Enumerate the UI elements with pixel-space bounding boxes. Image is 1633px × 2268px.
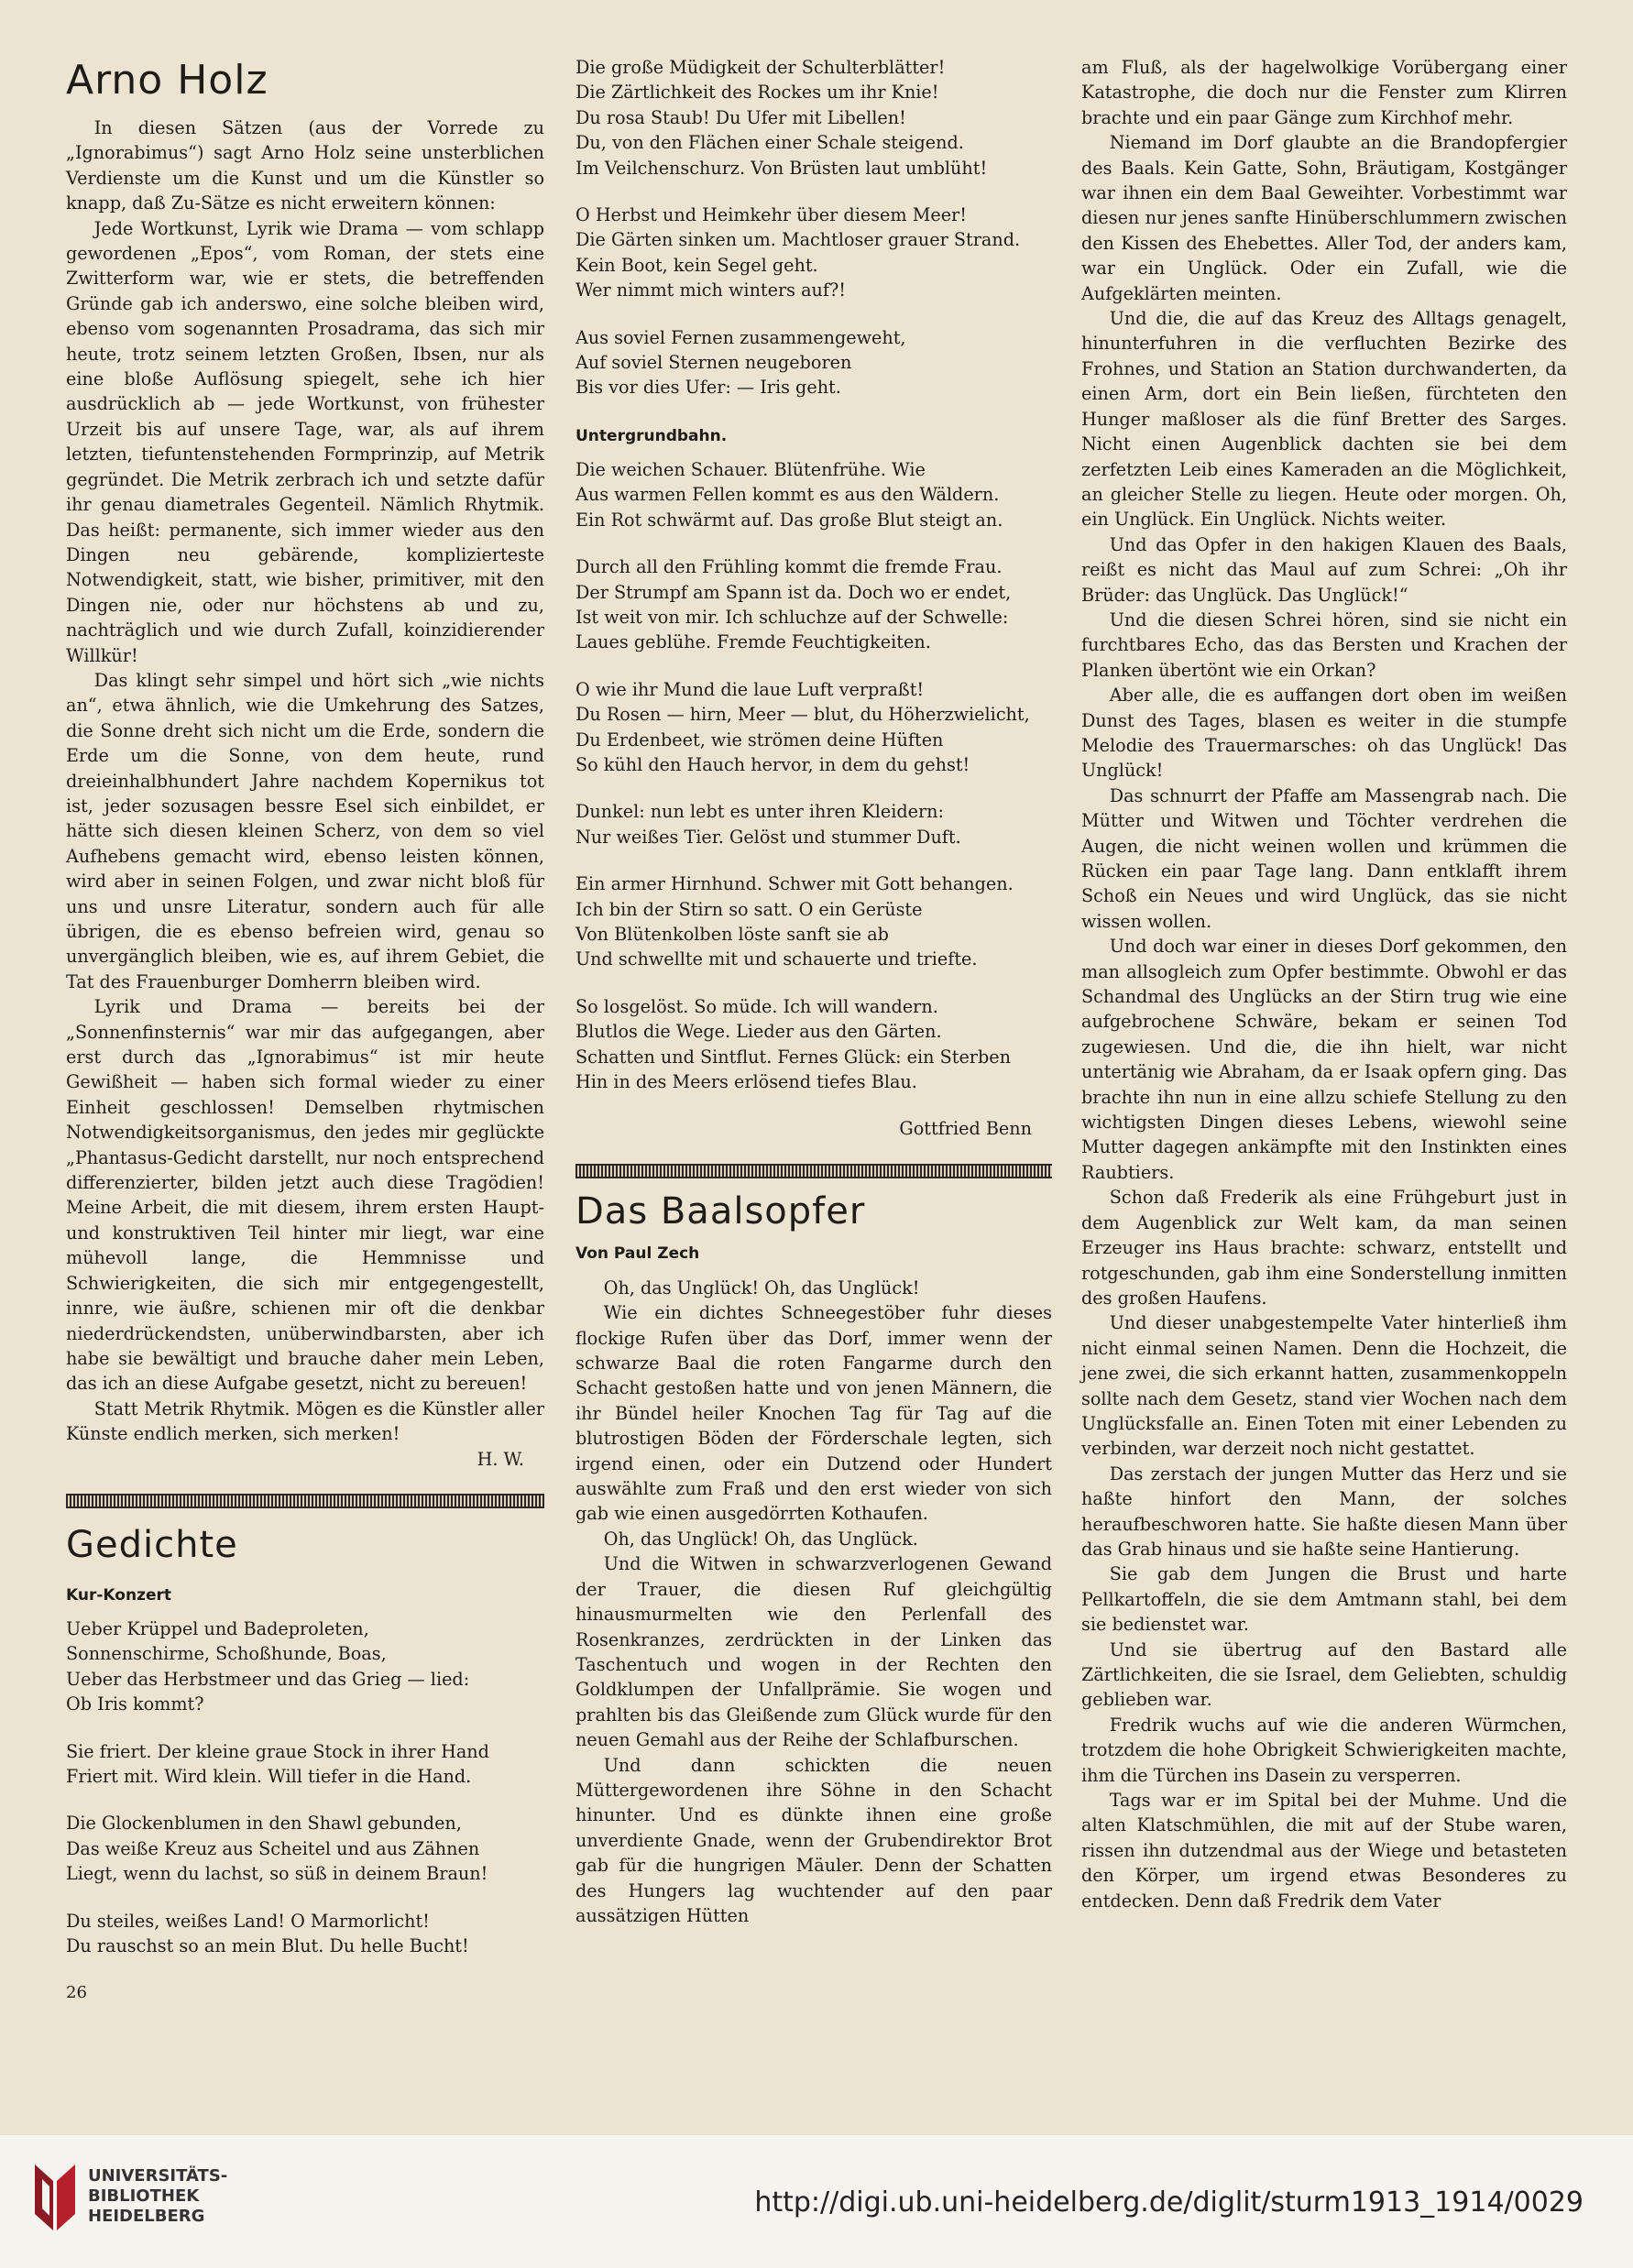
holz-paragraph: Lyrik und Drama — bereits bei der „Sonnenfinsternis“ war mir das aufgegangen, aber erst durch das „Ignorabimus“ ist mir heute Gewißheit — haben sich formal wieder zu einer Einheit geschlossen! Demselben rhytmischen Notwendigkeitsorganismus, den jedes mir geglückte „Phantasus-Gedicht darstellt, nur noch entsprechend differenzierter, bilden jetzt auch diese Tragödien! Meine Arbeit, die mit diesem, ihrem ersten Haupt- und konstruktiven Teil hinter mir liegt, war eine mühevoll lange, die Hemmnisse und Schwierigkeiten, die sich mir entgegengestellt, innre, wie äußre, schienen mir oft die denkbar niederdrückendsten, unüberwindbarsten, aber ich habe sie bewältigt und brauche daher mein Leben, das ich an diese Aufgabe gesetzt, nicht zu bereuen!	[66, 996, 544, 1395]
library-logo-icon	[29, 2161, 79, 2238]
poem-line: Dunkel: nun lebt es unter ihren Kleidern:	[575, 801, 944, 823]
poem-stanza	[575, 203, 1052, 303]
poem-stanza	[66, 1811, 544, 1886]
poem-line: Du, von den Flächen einer Schale steigend.	[575, 132, 964, 154]
poem-line: Wer nimmt mich winters auf?!	[575, 279, 847, 301]
article-title-baalsopfer: Das Baalsopfer	[575, 1189, 866, 1233]
poem-line: Du steiles, weißes Land! O Marmorlicht!	[66, 1910, 430, 1932]
poem-line: Nur weißes Tier. Gelöst und stummer Duft.	[575, 826, 961, 848]
baal-paragraph: Das schnurrt der Pfaffe am Massengrab nach. Die Mütter und Witwen und Töchter verdrehen die Augen, die nicht weinen wollen und krümmen die Rücken ein paar Tage lang. Dann entklafft ihrem Schoß ein Neues und wird Unglück, das sie nicht wissen wollen.	[1081, 784, 1567, 932]
column-middle	[575, 55, 1052, 1928]
poem-stanza	[575, 325, 1052, 400]
poem-stanza	[66, 1909, 544, 1959]
poem-line: Die große Müdigkeit der Schulterblätter!	[575, 57, 946, 78]
poem-stanza	[575, 554, 1052, 655]
logo-line: HEIDELBERG	[88, 2207, 205, 2226]
poem-line: Ein Rot schwärmt auf. Das große Blut steigt an.	[575, 509, 1003, 531]
poem-untergrundbahn	[575, 457, 1052, 1095]
baal-paragraph: Und das Opfer in den hakigen Klauen des Baals, reißt es nicht das Maul auf zum Schrei: „Oh ihr Brüder: das Unglück. Das Unglück!“	[1081, 533, 1567, 606]
poem-line: Ueber das Herbstmeer und das Grieg — lied:	[66, 1668, 470, 1690]
poem-line: So losgelöst. So müde. Ich will wandern.	[575, 995, 938, 1017]
baal-paragraph: am Fluß, als der hagelwolkige Vorübergang einer Katastrophe, die doch nur die Fenster zum Klirren brachte und ein paar Gänge zum Kirchhof mehr.	[1081, 57, 1567, 128]
baal-paragraph: Und die Witwen in schwarzverlogenen Gewand der Trauer, die diesen Ruf gleichgültig hinausmurmelten wie den Perlenfall des Rosenkranzes, zerdrückten in der Linken das Taschentuch und wogen in der Rechten den Goldklumpen der Unfallprämie. Sie wogen und prahlten bis das Gleißende zum Glück wurde für den neuen Gemahl aus der Reihe der Schlafburschen.	[575, 1553, 1052, 1751]
poem-stanza	[575, 994, 1052, 1095]
benn-signature: Gottfried Benn	[899, 1118, 1032, 1140]
baal-paragraph: Und sie übertrug auf den Bastard alle Zärtlichkeiten, die sie Israel, dem Geliebten, schuldig geblieben war.	[1081, 1638, 1567, 1711]
poem-stanza	[66, 1739, 544, 1790]
baal-paragraph: Oh, das Unglück! Oh, das Unglück!	[603, 1276, 920, 1298]
poem-line: Sonnenschirme, Schoßhunde, Boas,	[66, 1643, 387, 1665]
logo-line: UNIVERSITÄTS-	[88, 2166, 228, 2186]
library-logo-text	[88, 2166, 227, 2227]
baal-paragraph: Schon daß Frederik als eine Frühgeburt just in dem Augenblick zur Welt kam, da man seinen Erzeuger ins Haus brachte: schwarz, entstellt und rotgeschunden, gab ihm eine Sonderstellung inmitten des großen Haufens.	[1081, 1187, 1567, 1309]
poem-line: Ein armer Hirnhund. Schwer mit Gott behangen.	[575, 873, 1014, 895]
poem-kur-konzert	[66, 1616, 544, 1958]
poem-line: Von Blütenkolben löste sanft sie ab	[575, 923, 889, 945]
section-divider	[575, 1164, 1052, 1178]
poem-line: Aus soviel Fernen zusammengeweht,	[575, 326, 906, 348]
section-divider	[66, 1494, 544, 1508]
poem-line: Hin in des Meers erlösend tiefes Blau.	[575, 1071, 917, 1092]
baal-paragraph: Und dann schickten die neuen Müttergewordenen ihre Söhne in den Schacht hinunter. Und es dünkte ihnen eine große unverdiente Gnade, wenn der Grubendirektor Brot gab für die hungrigen Mäuler. Denn der Schatten des Hungers lag wuchtender auf den paar aussätzigen Hütten	[575, 1754, 1052, 1926]
poem-line: Blutlos die Wege. Lieder aus den Gärten.	[575, 1021, 942, 1043]
poem-line: Das weiße Kreuz aus Scheitel und aus Zähnen	[66, 1837, 480, 1859]
article-title-arno-holz: Arno Holz	[66, 57, 269, 104]
source-url-link[interactable]: http://digi.ub.uni-heidelberg.de/diglit/sturm1913_1914/0029	[754, 2186, 1584, 2219]
baal-paragraph: Sie gab dem Jungen die Brust und harte Pellkartoffeln, die sie dem Amtmann stahl, bei dem sie bedienstet war.	[1081, 1563, 1567, 1636]
poem-line: Auf soviel Sternen neugeboren	[575, 352, 852, 374]
poem-title-untergrundbahn: Untergrundbahn.	[575, 426, 728, 445]
poem-stanza	[66, 1616, 544, 1717]
poem-title-kur-konzert: Kur-Konzert	[66, 1585, 172, 1605]
baal-paragraph: Wie ein dichtes Schneegestöber fuhr dieses flockige Rufen über das Dorf, immer wenn der schwarze Baal die roten Fangarme durch den Schacht gestoßen hatte und von jenen Männern, die ihr Bündel heiler Knochen Tag für Tag auf die blutrostigen Böden der Förderschale legten, sich irgend einen, oder ein Dutzend oder Hundert auswählte zum Fraß und den erst wieder von sich gab wie einen ausgedörrten Kothaufen.	[575, 1302, 1052, 1525]
baal-paragraph: Das zerstach der jungen Mutter das Herz und sie haßte hinfort den Mann, der solches heraufbeschworen hatte. Sie haßte diesen Mann über das Grab hinaus und sie haßte seine Hantierung.	[1081, 1463, 1567, 1560]
baal-paragraph: Und dieser unabgestempelte Vater hinterließ ihm nicht einmal seinen Namen. Denn die Hochzeit, die jene zwei, die sich erkannt hatten, zusammenkoppeln sollte nach dem Gesetz, stand vier Wochen nach dem Unglücksfalle an. Einen Toten mit einer Lebenden zu verbinden, war derzeit noch nicht gestattet.	[1081, 1312, 1567, 1460]
poem-line: Im Veilchenschurz. Von Brüsten laut umblüht!	[575, 157, 988, 179]
holz-paragraph: Statt Metrik Rhytmik. Mögen es die Künstler aller Künste endlich merken, sich merken!	[66, 1397, 544, 1445]
section-title-gedichte: Gedichte	[66, 1523, 238, 1566]
poem-line: Aus warmen Fellen kommt es aus den Wäldern.	[575, 484, 1000, 506]
poem-line: Ueber Krüppel und Badeproleten,	[66, 1617, 369, 1639]
poem-line: Liegt, wenn du lachst, so süß in deinem Braun!	[66, 1863, 488, 1885]
baal-paragraph: Und doch war einer in dieses Dorf gekommen, den man allsogleich zum Opfer bestimmte. Obwohl er das Schandmal des Unglücks an der Stirn trug wie eine aufgebrochene Schwäre, bekam er seinen Tod zugewiesen. Und die, die ihn hielt, war nicht untertänig wie Abraham, da er Isaak opfern ging. Das brachte ihn nun in eine allzu schiefe Stellung zu den wichtigsten Dingen dieses Lebens, wiewohl seine Mutter dagegen ankämpfte mit den Instinkten eines Raubtiers.	[1081, 936, 1567, 1183]
poem-stanza	[575, 799, 1052, 849]
column-left	[66, 55, 544, 2006]
poem-line: Der Strumpf am Spann ist da. Doch wo er endet,	[575, 581, 1012, 603]
poem-stanza	[575, 457, 1052, 532]
poem-line: Durch all den Frühling kommt die fremde Frau.	[575, 556, 1003, 578]
poem-stanza	[575, 677, 1052, 778]
holz-paragraph: In diesen Sätzen (aus der Vorrede zu „Ignorabimus“) sagt Arno Holz seine unsterblichen Verdienste um die Kunst und um die Künstler so knapp, daß Zu-Sätze es nicht erweitern können:	[66, 117, 544, 214]
holz-signature: H. W.	[477, 1448, 524, 1470]
poem-line: So kühl den Hauch hervor, in dem du gehst!	[575, 753, 970, 775]
poem-line: Schatten und Sintflut. Fernes Glück: ein Sterben	[575, 1046, 1011, 1068]
poem-line: Die Gärten sinken um. Machtloser grauer Strand.	[575, 229, 1021, 251]
poem-stanza	[575, 871, 1052, 972]
poem-line: Du Erdenbeet, wie strömen deine Hüften	[575, 729, 944, 751]
poem-line: Die Zärtlichkeit des Rockes um ihr Knie!	[575, 82, 939, 104]
poem-line: Die weichen Schauer. Blütenfrühe. Wie	[575, 458, 926, 480]
poem-stanza	[575, 55, 1052, 181]
baal-paragraph: Fredrik wuchs auf wie die anderen Würmchen, trotzdem die hohe Obrigkeit Schwierigkeiten machte, ihm die Türchen ins Dasein zu versperren.	[1081, 1714, 1567, 1786]
baal-paragraph: Tags war er im Spital bei der Muhme. Und die alten Klatschmühlen, die mit auf der Stube waren, rissen ihn dutzendmal aus der Wiege und betasteten den Körper, um irgend etwas Besonderes zu entdecken. Denn daß Fredrik dem Vater	[1081, 1790, 1567, 1912]
poem-line: Sie friert. Der kleine graue Stock in ihrer Hand	[66, 1740, 489, 1762]
baal-paragraph: Und die diesen Schrei hören, sind sie nicht ein furchtbares Echo, das das Bersten und Krachen der Planken übertönt wie ein Orkan?	[1081, 608, 1567, 681]
poem-line: O wie ihr Mund die laue Luft verpraßt!	[575, 678, 925, 700]
poem-line: Friert mit. Wird klein. Will tiefer in die Hand.	[66, 1765, 472, 1787]
poem-line: Laues geblühe. Fremde Feuchtigkeiten.	[575, 631, 931, 653]
poem-kur-konzert-continued	[575, 55, 1052, 400]
logo-line: BIBLIOTHEK	[88, 2186, 200, 2206]
poem-line: Und schwellte mit und schauerte und triefte.	[575, 948, 978, 970]
poem-line: Bis vor dies Ufer: — Iris geht.	[575, 377, 841, 399]
poem-line: O Herbst und Heimkehr über diesem Meer!	[575, 204, 967, 226]
holz-paragraph: Das klingt sehr simpel und hört sich „wie nichts an“, etwa ähnlich, wie die Umkehrung des Satzes, die Sonne dreht sich nicht um die Erde, sondern die Erde um die Sonne, von dem heute, rund dreieinhalbhundert Jahre nachdem Kopernikus tot ist, jeder sozusagen bessre Esel sich einbildet, er hätte sich diesen kleinen Scherz, von dem so viel Aufhebens gemacht wird, ebenso leisten können, wird aber in seinen Folgen, und zwar nicht bloß für uns und unsre Literatur, sondern auch für alle übrigen, die es ebenso befreien wird, genau so unvergänglich bleiben, wie es, auf ihrem Gebiet, die Tat des Frauenburger Domherrn bleiben wird.	[66, 669, 544, 992]
baal-paragraph: Und die, die auf das Kreuz des Alltags genagelt, hinunterfuhren in die verfluchten Bezirke des Frohnes, und Station an Station durchwanderten, da einen Arm, dort ein Bein ließen, fürchteten den Hunger maßloser als die fünf Bretter des Sarges. Nicht einen Augenblick dachten sie bei dem zerfetzten Leib eines Kameraden an die Möglichkeit, an gleicher Stelle zu liegen. Heute oder morgen. Oh, ein Unglück. Ein Unglück. Nichts weiter.	[1081, 308, 1567, 531]
poem-line: Kein Boot, kein Segel geht.	[575, 254, 818, 276]
column-right	[1081, 55, 1567, 1913]
viewer-footer	[0, 2135, 1633, 2268]
poem-line: Ist weit von mir. Ich schluchze auf der Schwelle:	[575, 606, 1009, 628]
page-number: 26	[66, 1983, 87, 2003]
poem-line: Die Glockenblumen in den Shawl gebunden,	[66, 1813, 462, 1835]
baal-paragraph: Aber alle, die es auffangen dort oben im weißen Dunst des Tages, blasen es weiter in die stumpfe Melodie des Trauermarsches: oh das Unglück! Das Unglück!	[1081, 685, 1567, 782]
poem-line: Du rosa Staub! Du Ufer mit Libellen!	[575, 106, 906, 128]
poem-line: Ich bin der Stirn so satt. O ein Gerüste	[575, 898, 923, 920]
holz-paragraph: Jede Wortkunst, Lyrik wie Drama — vom schlapp gewordenen „Epos“, vom Roman, der stets eine Zwitterform war, wie er stets, die betreffenden Gründe gab ich anderswo, eine solche bleiben wird, ebenso vom sogenannten Prosadrama, das sich mir heute, trotz seinem letzten Großen, Ibsen, nur als eine bloße Auflösung spiegelt, sehe ich hier ausdrücklich ab — jede Wortkunst, von frühester Urzeit bis auf unsere Tage, war, als auf ihrem letzten, tiefuntenstehenden Formprinzip, auf Metrik gegründet. Die Metrik zerbrach ich und setzte dafür ihr genau diametrales Gegenteil. Nämlich Rhytmik. Das heißt: permanente, sich immer wieder aus den Dingen neu gebärende, komplizierteste Notwendigkeit, statt, wie bisher, primitiver, mit den Dingen nie, oder nur höchstens ab und zu, nachträglich und wie durch Zufall, koinzidierender Willkür!	[66, 217, 544, 666]
baal-paragraph: Oh, das Unglück! Oh, das Unglück.	[603, 1528, 918, 1550]
poem-line: Ob Iris kommt?	[66, 1693, 204, 1715]
article-author: Von Paul Zech	[575, 1244, 700, 1263]
baal-paragraph: Niemand im Dorf glaubte an die Brandopfergier des Baals. Kein Gatte, Sohn, Bräutigam, Kostgänger war ihnen ein dem Baal Geweihter. Vorbestimmt war diesen nur jenes sanfte Hinüberschlummern zwischen den Kissen des Ehebettes. Aller Tod, der anders kam, war ein Unglück. Oder ein Zufall, wie die Aufgeklärten meinten.	[1081, 132, 1567, 304]
poem-line: Du rauschst so an mein Blut. Du helle Bucht!	[66, 1935, 469, 1956]
poem-line: Du Rosen — hirn, Meer — blut, du Höherzwielicht,	[575, 704, 1030, 726]
